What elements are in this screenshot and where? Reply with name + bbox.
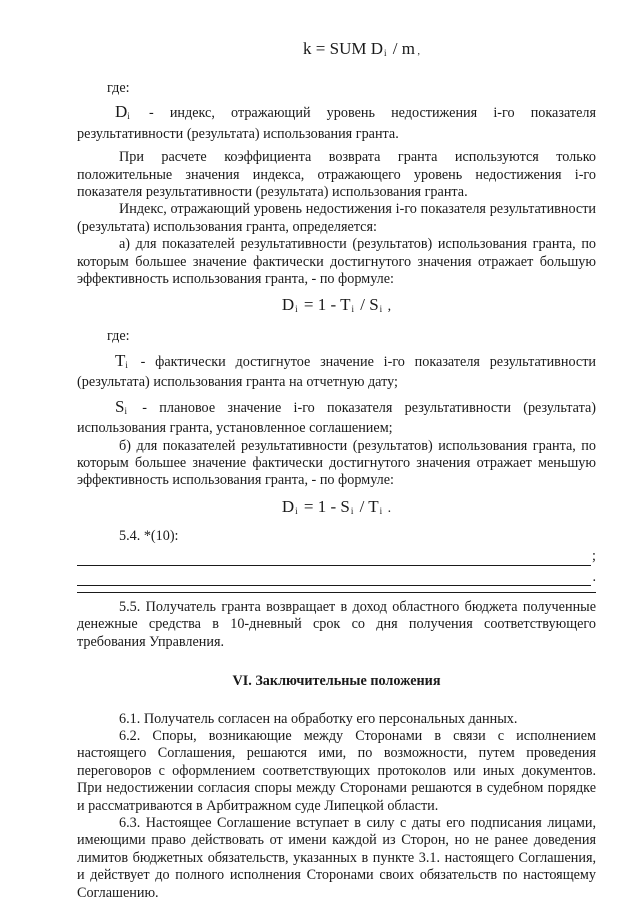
definition-si: $S_i$ - плановое значение i-го показателя результативности (результата) использования гранта, установленное соглашением; bbox=[77, 396, 596, 437]
formula-a: $D_i = 1 - T_i / S_i$ , bbox=[281, 295, 392, 315]
section-heading: VI. Заключительные положения bbox=[232, 673, 441, 690]
formula-b: $D_i = 1 - S_i / T_i$ . bbox=[281, 496, 392, 516]
where-label-2: где: bbox=[107, 328, 130, 345]
paragraph-a: а) для показателей результативности (результатов) использования гранта, по которым большее значение фактически достигнутого значения отражает большую эффективность использования гранта, - по формуле: bbox=[77, 236, 596, 288]
separator-rule bbox=[77, 592, 596, 593]
paragraph-calc: При расчете коэффициента возврата гранта используются только положительные значения индекса, отражающего уровень недостижения i-го показателя результативности (результата) использования гранта. bbox=[77, 149, 596, 201]
blank-line-2: . bbox=[77, 569, 596, 586]
formula-k: k = SUM $D_i$ / m , bbox=[303, 39, 420, 58]
link-clause-3-1[interactable]: пункте 3.1. bbox=[372, 849, 441, 866]
symbol-si: $S_i$ bbox=[115, 396, 127, 416]
where-label-1: где: bbox=[107, 80, 130, 96]
symbol-ti: $T_i$ bbox=[115, 350, 128, 370]
paragraph-5-5: 5.5. Получатель гранта возвращает в доход областного бюджета полученные денежные средства в 10-дневный срок со дня получения соответствующего требования Управления. bbox=[77, 598, 596, 650]
blank-line-1: ; bbox=[77, 548, 596, 565]
paragraph-b: б) для показателей результативности (результатов) использования гранта, по которым большее значение фактически достигнутого значения отражает меньшую эффективность использования гранта, - по формуле: bbox=[77, 437, 596, 489]
paragraph-index: Индекс, отражающий уровень недостижения i-го показателя результативности (результата) использования гранта, определяется: bbox=[77, 201, 596, 235]
paragraph-5-4: 5.4. *(10): bbox=[119, 527, 179, 544]
document-page bbox=[77, 38, 596, 902]
definition-ti: $T_i$ - фактически достигнутое значение i-го показателя результативности (результата) использования гранта на отчетную дату; bbox=[77, 350, 596, 391]
paragraph-6-2: 6.2. Споры, возникающие между Сторонами в связи с исполнением настоящего Соглашения, решаются ими, по возможности, путем проведения переговоров с оформлением соответствующих протоколов или иных документов. При недостижении согласия споры между Сторонами решаются в судебном порядке и рассматриваются в Арбитражном суде Липецкой области. bbox=[77, 727, 596, 814]
paragraph-6-1: 6.1. Получатель согласен на обработку его персональных данных. bbox=[119, 710, 518, 727]
symbol-di: $D_i$ bbox=[115, 102, 130, 122]
definition-di: $D_i$ - индекс, отражающий уровень недостижения i-го показателя результативности (результата) использования гранта. bbox=[77, 102, 596, 142]
paragraph-6-3: 6.3. Настоящее Соглашение вступает в силу с даты его подписания лицами, имеющими право действовать от имени каждой из Сторон, но не ранее доведения лимитов бюджетных обязательств, указанных в пункте 3.1. настоящего Соглашения, и действует до полного исполнения Сторонами своих обязательств по настоящему Соглашению. bbox=[77, 815, 597, 901]
